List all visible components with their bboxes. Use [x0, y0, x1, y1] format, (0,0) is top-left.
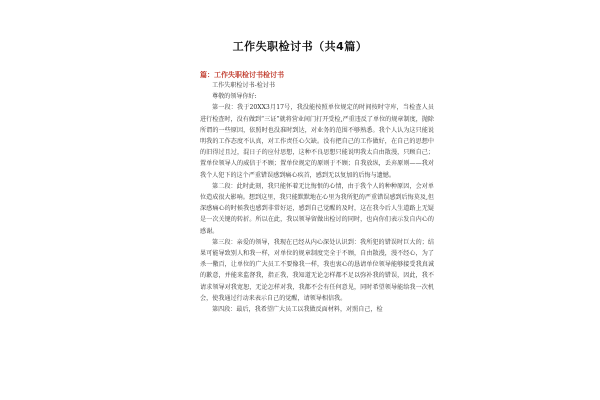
document-body — [200, 80, 434, 315]
section-heading: 篇：工作失职检讨书检讨书 — [200, 71, 284, 79]
paragraph-1: 第一段：我于20XX3月17号，我没能按照单位规定的时间按时守库，当检查人员进行检查时，没有做到“三证”就将营业间门打开受检,严重违反了单位的规章制度，抛除所谓的一些原因，依照时也没准时到达，对业务的范围不够熟悉。我个人认为这只能说明我的工作态度不认真，对工作责任心欠缺。没有把自己的工作做好，在自己的思想中的旧得过且过，混日子的应付思想，这种不良思想只能说明我太自由散漫，只顾自己；置单位领导人的威信于不顾；置单位规定的原则于不顾；自我放纵，丢弃原则——我对我个人犯下的这个严重错误感到痛心疾首，感到无以复加的后悔与遗憾。 — [200, 104, 434, 179]
paragraph-4: 第四段：最后，我希望广大员工以我做反面材料，对照自己，检 — [212, 306, 383, 314]
paragraph-2: 第二段：此时此刻，我只能怀着无比悔恨的心情，由于我个人的种种原因，会对单位造成很大影响。想到这里，我只能默默地在心里为我所犯的严重错误感到后悔莫及,但深感痛心的时候我也感到非常好运，感到自己觉醒的及时，这在我今后人生道路上无疑是一次关键的转折。所以在此，我以领导留做出检讨的同时，也向你们表示发自内心的感谢。 — [200, 182, 434, 235]
document-title: 工作失职检讨书（共4篇） — [232, 40, 368, 53]
salutation: 尊敬的领导你好: — [212, 93, 257, 101]
paragraph-3: 第三段：亲爱的领导，我现在已经从内心深处认识到：我所犯的错误时巨大的；结果可能导致别人和我一样，对单位的规章制度完全于不顾，自由散漫，漫不经心，为了杀一儆百，让单位的广大员工不要像我一样，我也衷心的恳请单位领导能够接受我真诚的歉意，并能来监督我，指正我，我知道无论怎样都不足以弥补我的错误，因此，我不请求领导对我宽恕，无论怎样对我，我都不会有任何意见，同时希望领导能给我一次机会，使我通过行动来表示自己的觉醒，请领导相信我。 — [200, 238, 434, 302]
document-subtitle: 工作失职检讨书-检讨书 — [212, 82, 275, 89]
